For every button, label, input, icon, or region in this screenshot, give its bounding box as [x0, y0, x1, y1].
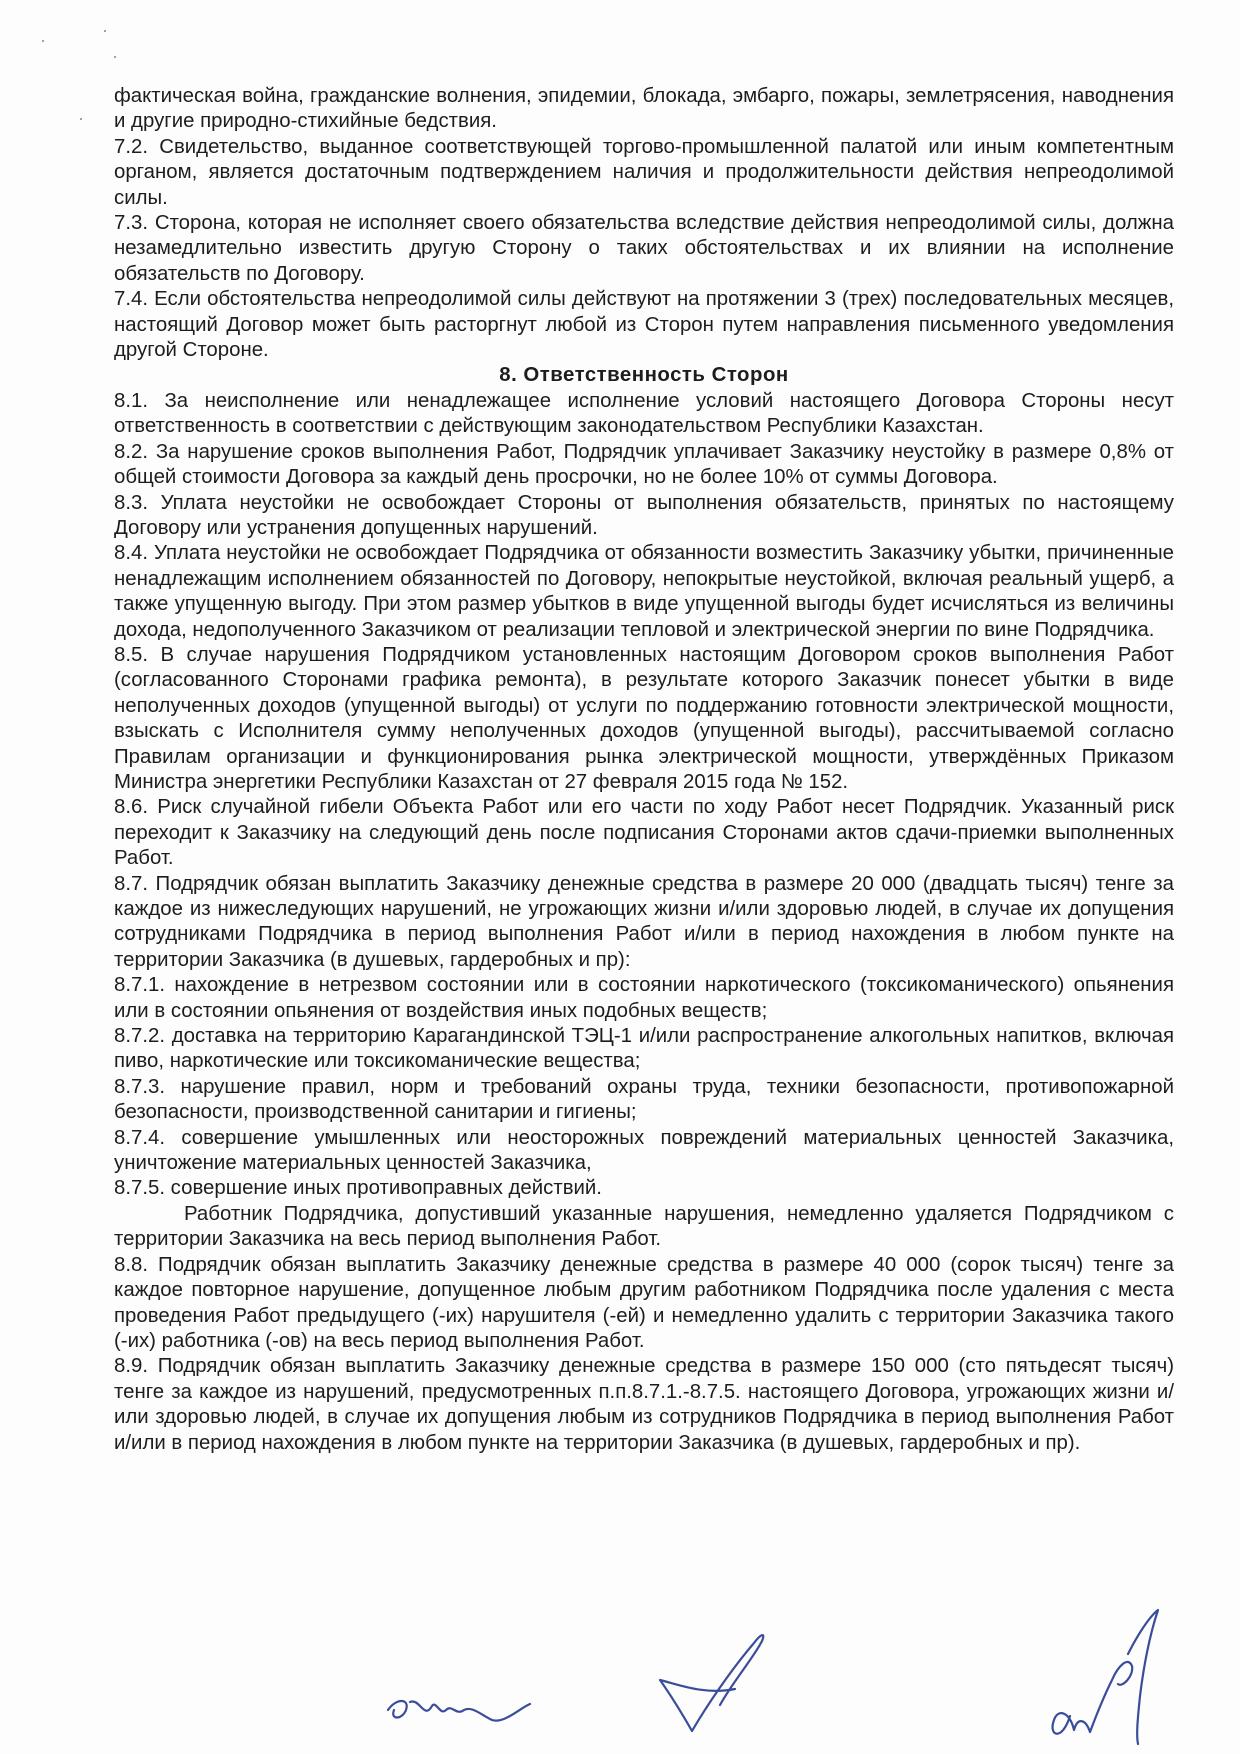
paragraph: 7.4. Если обстоятельства непреодолимой силы действуют на протяжении 3 (трех) последовательных месяцев, настоящий Договор может быть расторгнут любой из Сторон путем направления письменного уведомления другой Стороне.	[114, 288, 1174, 362]
scan-speck	[42, 40, 44, 42]
paragraph: 7.3. Сторона, которая не исполняет своего обязательства вследствие действия непреодолимой силы, должна незамедлительно известить другую Сторону о таких обстоятельствах и их влиянии на исполнение обязательств по Договору.	[114, 212, 1174, 285]
paragraph: 8.7.2. доставка на территорию Карагандинской ТЭЦ-1 и/или распространение алкогольных напитков, включая пиво, наркотические или токсикоманические вещества;	[114, 1025, 1174, 1073]
paragraph: 8.7. Подрядчик обязан выплатить Заказчику денежные средства в размере 20 000 (двадцать тысяч) тенге за каждое из нижеследующих нарушений, не угрожающих жизни и/или здоровью людей, в случае их допущения сотрудниками Подрядчика в период выполнения Работ и/или в период нахождения в любом пункте на территории Заказчика (в душевых, гардеробных и пр):	[114, 872, 1174, 971]
paragraph: 8.7.1. нахождение в нетрезвом состоянии или в состоянии наркотического (токсикоманического) опьянения или в состоянии опьянения от воздействия иных подобных веществ;	[114, 974, 1174, 1022]
paragraph: 7.2. Свидетельство, выданное соответствующей торгово-промышленной палатой или иным компетентным органом, является достаточным подтверждением наличия и продолжительности действия непреодолимой силы.	[114, 135, 1174, 209]
document-body	[114, 84, 1174, 1456]
paragraph: 8.7.4. совершение умышленных или неосторожных повреждений материальных ценностей Заказчика, уничтожение материальных ценностей Заказчика,	[114, 1126, 1174, 1175]
paragraph: 8.7.5. совершение иных противоправных действий.	[114, 1177, 602, 1200]
scan-speck	[114, 56, 116, 58]
paragraph: 8.3. Уплата неустойки не освобождает Стороны от выполнения обязательств, принятых по настоящему Договору или устранения допущенных нарушений.	[114, 491, 1174, 539]
scan-speck	[80, 118, 82, 120]
paragraph: 8.1. За неисполнение или ненадлежащее исполнение условий настоящего Договора Стороны несут ответственность в соответствии с действующим законодательством Республики Казахстан.	[114, 389, 1174, 438]
paragraph: 8.2. За нарушение сроков выполнения Работ, Подрядчик уплачивает Заказчику неустойку в размере 0,8% от общей стоимости Договора за каждый день просрочки, но не более 10% от суммы Договора.	[114, 440, 1174, 489]
paragraph: 8.4. Уплата неустойки не освобождает Подрядчика от обязанности возместить Заказчику убытки, причиненные ненадлежащим исполнением обязанностей по Договору, непокрытые неустойкой, включая реальный ущерб, а также упущенную выгоду. При этом размер убытков в виде упущенной выгоды будет исчисляться из величины дохода, недополученного Заказчиком от реализации тепловой и электрической энергии по вине Подрядчика.	[114, 542, 1174, 641]
signature-center	[650, 1625, 790, 1740]
paragraph: 8.6. Риск случайной гибели Объекта Работ или его части по ходу Работ несет Подрядчик. Указанный риск переходит к Заказчику на следующий день после подписания Сторонами актов сдачи-приемки выполненных Работ.	[114, 796, 1174, 870]
paragraph: 8.8. Подрядчик обязан выплатить Заказчику денежные средства в размере 40 000 (сорок тысяч) тенге за каждое повторное нарушение, допущенное любым другим работником Подрядчика после удаления с места проведения Работ предыдущего (-их) нарушителя (-ей) и немедленно удалить с территории Заказчика такого (-их) работника (-ов) на весь период выполнения Работ.	[114, 1253, 1174, 1352]
paragraph: 8.9. Подрядчик обязан выплатить Заказчику денежные средства в размере 150 000 (сто пятьдесят тысяч) тенге за каждое из нарушений, предусмотренных п.п.8.7.1.-8.7.5. настоящего Договора, угрожающих жизни и/или здоровью людей, в случае их допущения любым из сотрудников Подрядчика в период выполнения Работ и/или в период нахождения в любом пункте на территории Заказчика (в душевых, гардеробных и пр).	[114, 1355, 1174, 1454]
signature-left	[380, 1680, 540, 1740]
paragraph: фактическая война, гражданские волнения, эпидемии, блокада, эмбарго, пожары, землетрясения, наводнения и другие природно-стихийные бедствия.	[114, 85, 1174, 133]
signature-right	[1040, 1604, 1180, 1749]
paragraph: 8.5. В случае нарушения Подрядчиком установленных настоящим Договором сроков выполнения Работ (согласованного Сторонами графика ремонта), в результате которого Заказчик понесет убытки в виде неполученных доходов (упущенной выгоды) от услуги по поддержанию готовности электрической мощности, взыскать с Исполнителя сумму неполученных доходов (упущенной выгоды), рассчитываемой согласно Правилам организации и функционирования рынка электрической мощности, утверждённых Приказом Министра энергетики Республики Казахстан от 27 февраля 2015 года № 152.	[114, 643, 1174, 793]
paragraph: 8.7.3. нарушение правил, норм и требований охраны труда, техники безопасности, противопожарной безопасности, производственной санитарии и гигиены;	[114, 1075, 1174, 1124]
indented-paragraph: Работник Подрядчика, допустивший указанные нарушения, немедленно удаляется Подрядчиком с территории Заказчика на весь период выполнения Работ.	[114, 1202, 1174, 1251]
scan-speck	[104, 30, 106, 32]
section-heading: 8. Ответственность Сторон	[499, 364, 789, 387]
